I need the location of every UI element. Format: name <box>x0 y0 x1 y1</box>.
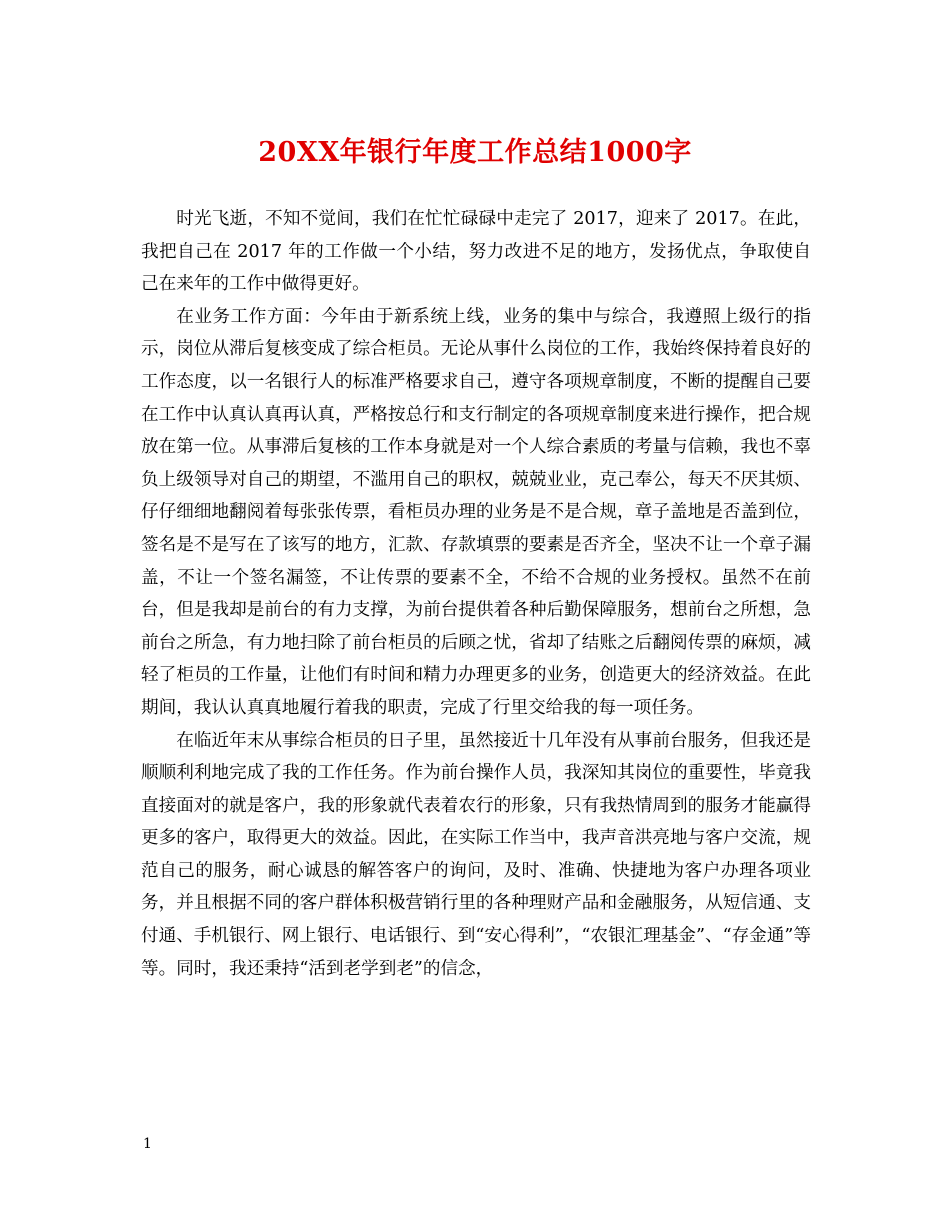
document-body <box>141 203 811 985</box>
paragraph-teller-work: 在临近年末从事综合柜员的日子里，虽然接近十几年没有从事前台服务，但我还是顺顺利利地完成了我的工作任务。作为前台操作人员，我深知其岗位的重要性，毕竟我直接面对的就是客户，我的形象就代表着农行的形象，只有我热情周到的服务才能赢得更多的客户，取得更大的效益。因此，在实际工作当中，我声音洪亮地与客户交流，规范自己的服务，耐心诚恳的解答客户的询问，及时、准确、快捷地为客户办理各项业务，并且根据不同的客户群体积极营销行里的各种理财产品和金融服务，从短信通、支付通、手机银行、网上银行、电话银行、到“安心得利”，“农银汇理基金”、“存金通”等等。同时，我还秉持“活到老学到老”的信念， <box>141 730 811 979</box>
paragraph-intro: 时光飞逝，不知不觉间，我们在忙忙碌碌中走完了 2017，迎来了 2017。在此，我把自己在 2017 年的工作做一个小结，努力改进不足的地方，发扬优点，争取使自己在来年的工作中做得更好。 <box>141 209 811 295</box>
page-number: 1 <box>143 1136 152 1152</box>
document-title: 20XX年银行年度工作总结1000字 <box>258 137 692 168</box>
paragraph-business-work: 在业务工作方面：今年由于新系统上线，业务的集中与综合，我遵照上级行的指示，岗位从滞后复核变成了综合柜员。无论从事什么岗位的工作，我始终保持着良好的工作态度，以一名银行人的标准严格要求自己，遵守各项规章制度，不断的提醒自己要在工作中认真认真再认真，严格按总行和支行制定的各项规章制度来进行操作，把合规放在第一位。从事滞后复核的工作本身就是对一个人综合素质的考量与信赖，我也不辜负上级领导对自己的期望，不滥用自己的职权，兢兢业业，克己奉公，每天不厌其烦、仔仔细细地翻阅着每张张传票，看柜员办理的业务是不是合规，章子盖地是否盖到位，签名是不是写在了该写的地方，汇款、存款填票的要素是否齐全，坚决不让一个章子漏盖，不让一个签名漏签，不让传票的要素不全，不给不合规的业务授权。虽然不在前台，但是我却是前台的有力支撑，为前台提供着各种后勤保障服务，想前台之所想，急前台之所急，有力地扫除了前台柜员的后顾之忧，省却了结账之后翻阅传票的麻烦，减轻了柜员的工作量，让他们有时间和精力办理更多的业务，创造更大的经济效益。在此期间，我认认真真地履行着我的职责，完成了行里交给我的每一项任务。 <box>141 306 811 718</box>
